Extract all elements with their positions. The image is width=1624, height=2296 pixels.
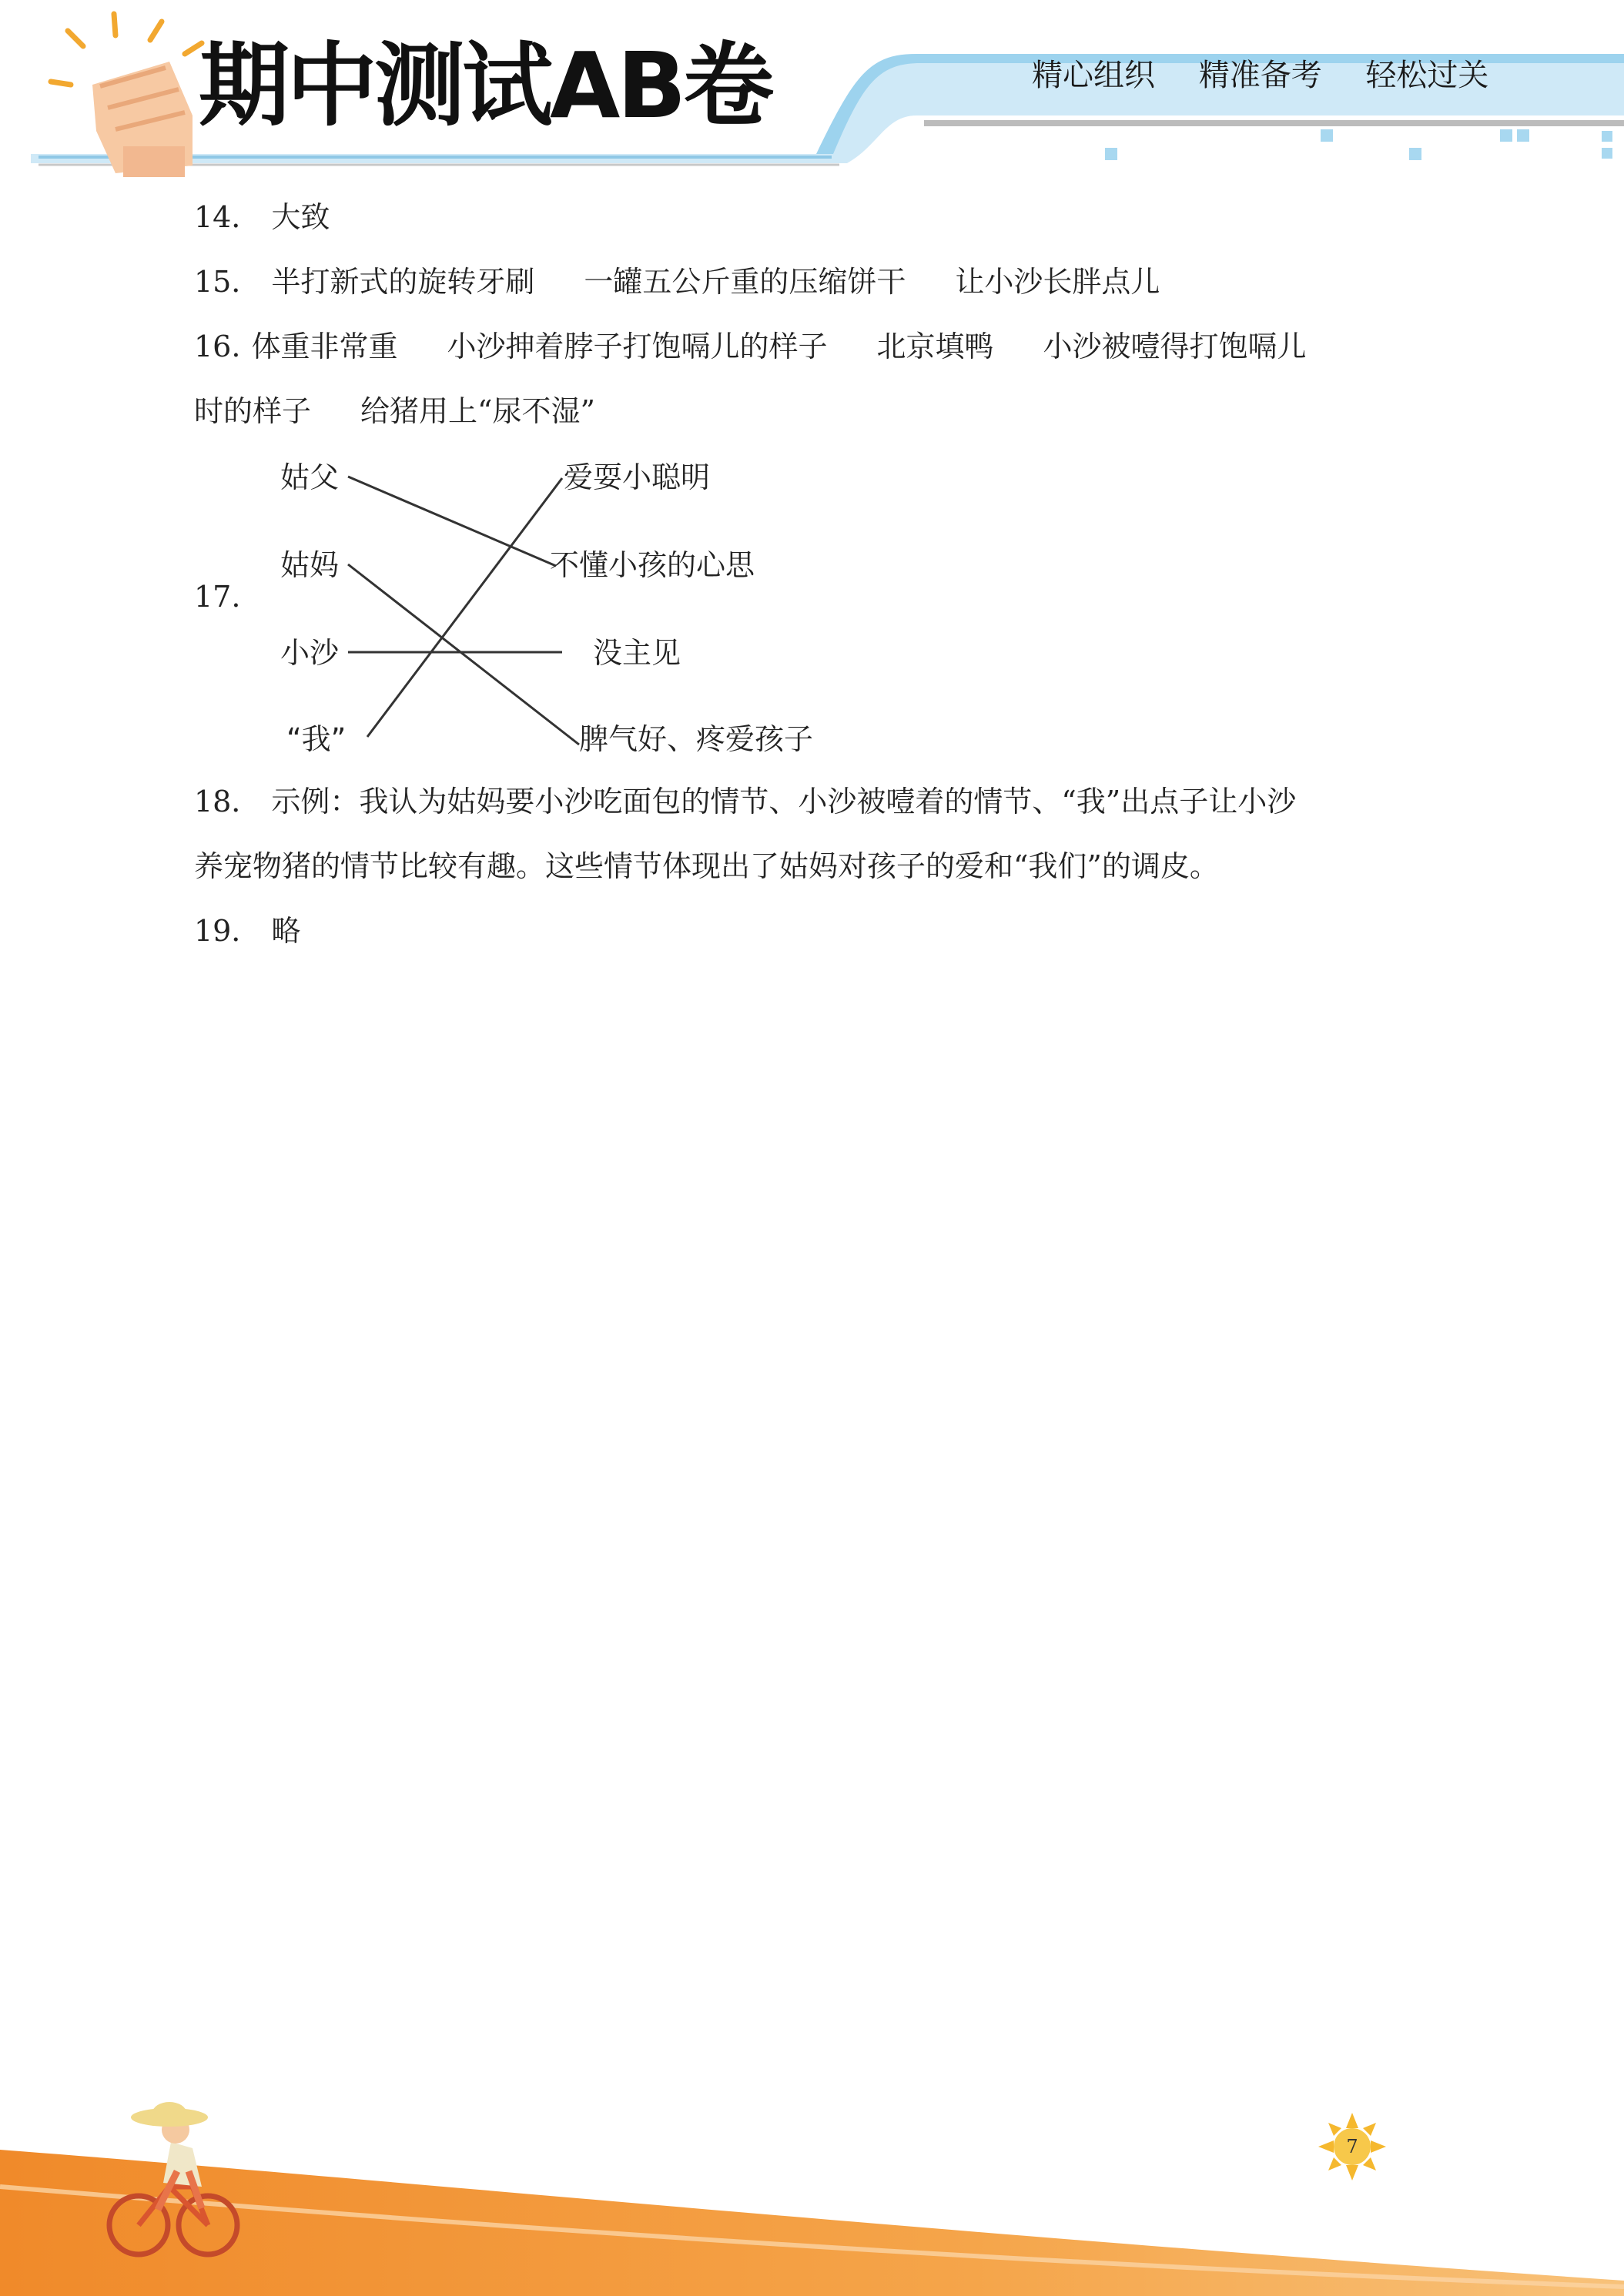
- page-footer: [0, 2079, 1624, 2296]
- answer-14: [194, 185, 1442, 249]
- match-left-item: 小沙: [280, 636, 340, 670]
- answer-number: 16.: [194, 330, 241, 363]
- answer-list-continued: [194, 769, 1442, 963]
- page-header: [0, 0, 1624, 177]
- slogan-1: 精心组织: [1032, 58, 1155, 93]
- answer-number: 14．: [194, 200, 261, 234]
- answer-part: 体重非常重: [251, 330, 398, 363]
- burst-icon: [51, 14, 202, 85]
- answer-number: 18．: [194, 785, 261, 818]
- answer-text: 大致: [271, 200, 330, 234]
- answer-18: [194, 769, 1442, 834]
- match-left-item: 姑妈: [280, 548, 340, 582]
- answer-16: [194, 314, 1442, 379]
- match-right-item: 脾气好、疼爱孩子: [579, 722, 814, 756]
- slogan-2: 精准备考: [1198, 58, 1322, 93]
- match-right-item: 没主见: [593, 636, 681, 670]
- answer-text: 示例：我认为姑妈要小沙吃面包的情节、小沙被噎着的情节、“我”出点子让小沙: [271, 785, 1297, 818]
- answer-part: 小沙被噎得打饱嗝儿: [1043, 330, 1307, 363]
- answer-list: [194, 185, 1442, 443]
- answer-number: 15．: [194, 265, 261, 299]
- footer-banner: [0, 2079, 1624, 2296]
- answer-15: [194, 249, 1442, 314]
- answer-text: 养宠物猪的情节比较有趣。这些情节体现出了姑妈对孩子的爱和“我们”的调皮。: [194, 849, 1219, 883]
- answer-part: 一罐五公斤重的压缩饼干: [584, 265, 906, 299]
- answer-16-continued: [194, 379, 1442, 443]
- answer-19: [194, 899, 1442, 963]
- answer-part: 给猪用上“尿不湿”: [360, 394, 595, 428]
- header-title: 期中测试AB卷: [199, 32, 772, 139]
- header-slogans: [1032, 60, 1488, 91]
- match-right-item: 爱耍小聪明: [564, 460, 711, 494]
- match-left-item: 姑父: [280, 460, 340, 494]
- match-line: [348, 477, 556, 566]
- match-line: [367, 478, 562, 737]
- answer-text: 略: [271, 914, 301, 948]
- matching-lines: [194, 450, 887, 766]
- answer-17-matching-diagram: [194, 450, 887, 766]
- slogan-3: 轻松过关: [1365, 58, 1489, 93]
- answer-18-continued: [194, 834, 1442, 899]
- answer-part: 时的样子: [194, 394, 312, 428]
- match-right-item: 不懂小孩的心思: [550, 548, 755, 582]
- answer-number: 19．: [194, 914, 261, 948]
- answer-number: 17.: [194, 580, 241, 614]
- answer-part: 小沙抻着脖子打饱嗝儿的样子: [447, 330, 828, 363]
- answer-part: 让小沙长胖点儿: [955, 265, 1160, 299]
- answer-part: 半打新式的旋转牙刷: [271, 265, 535, 299]
- page-number: 7: [1346, 2136, 1358, 2157]
- match-left-item: “我”: [286, 722, 347, 756]
- answer-part: 北京填鸭: [876, 330, 994, 363]
